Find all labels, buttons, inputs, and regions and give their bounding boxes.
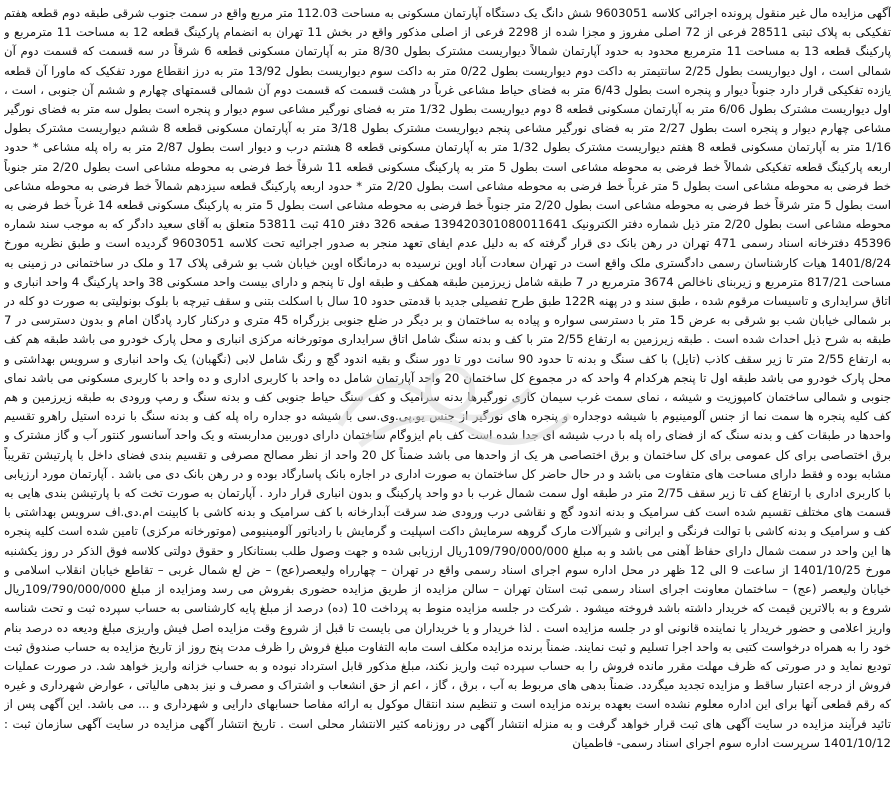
auction-notice-document — [4, 4, 891, 787]
auction-notice-text: آگهی مزایده مال غیر منقول پرونده اجرائی کلاسه 9603051 شش دانگ یک دستگاه آپارتمان مسکونی به مساحت 112.03 متر مربع واقع در سمت جنوب شرقی طبقه دوم قطعه هفتم تفکیکی به پلاک ثبتی 28511 فرعی از 72 اصلی مفروز و مجزا شده از 2298 فرعی از اصلی مذکور واقع در بخش 11 تهران به انضمام پارکینگ قطعه 12 به مساحت 11 مترمربع و پارکینگ قطعه 13 به مساحت 11 مترمربع محدود به حدود آپارتمان شمالاً دیواریست مشترک بطول 8/30 متر به آپارتمان مسکونی قطعه 6 شرقاً در سه قسمت که قسمت دوم آن شمالی است ، اول دیواریست بطول 2/25 سانتیمتر به داکت دوم دیواریست بطول 0/22 متر به داکت سوم دیواریست بطول 13/92 متر به درز انقطاع مورد تفکیک که ماورا آن قطعه یازده تفکیکی قرار دارد جنوباً دیوار و پنجره است بطول 6/43 متر به فضای حیاط مشاعی غرباً در هشت قسمت که قسمت دوم آن شمالی قسمتهای چهارم و ششم آن جنوبی ، است ، اول دیواریست مشترک بطول 6/06 متر به آپارتمان مسکونی قطعه 8 دوم دیواریست بطول 1/32 متر به فضای نورگیر مشاعی سوم دیوار و پنجره است بطول سه متر به فضای نورگیر مشاعی چهارم دیوار و پنجره است بطول 2/27 متر به فضای نورگیر مشاعی پنجم دیواریست مشترک بطول 3/18 متر به آپارتمان مسکونی قطعه 8 ششم دیواریست مشترک بطول 1/16 متر به آپارتمان مسکونی قطعه 8 هفتم دیواریست مشترک بطول 1/32 متر به آپارتمان مسکونی قطعه 8 هشتم درب و دیوار است بطول 2/87 متر به راه پله مشاعی * حدود اربعه پارکینگ قطعه تفکیکی شمالاً خط فرضی به محوطه مشاعی است بطول 5 متر به پارکینگ مسکونی قطعه 11 شرقاً خط فرضی به محوطه مشاعی است بطول 2/20 متر جنوباً خط فرضی به محوطه مشاعی است بطول 5 متر غرباً خط فرضی به محوطه مشاعی است بطول 2/20 متر * حدود اربعه پارکینگ قطعه سیزدهم شمالاً خط فرضی به محوطه مشاعی است بطول 5 متر شرقاً خط فرضی به محوطه مشاعی است بطول 2/20 متر جنوباً خط فرضی به محوطه مشاعی است بطول 5 متر به پارکینگ مسکونی قطعه 14 غرباً خط فرضی به محوطه مشاعی است بطول 2/20 متر ذیل شماره دفتر الکترونیک 139420301080011641 صفحه 326 دفتر 410 ثبت 53811 متعلق به آقای سعید دادگر که به موجب سند شماره 45396 دفترخانه اسناد رسمی 471 تهران در رهن بانک دی قرار گرفته که به دلیل عدم ایفای تعهد منجر به صدور اجرائیه تحت کلاسه 9603051 گردیده است و طبق نظریه مورخ 1401/8/24 هیات کارشناسان رسمی دادگستری ملک واقع است در تهران سعادت آباد اوین نرسیده به درمانگاه اوین خیابان شب بو شرقی پلاک 17 و ملک در ساختمانی در زمینی به مساحت 817/21 مترمربع و زیربنای ناخالص 3674 مترمربع در 7 طبقه شامل زیرزمین طبقه همکف و طبقه اول تا پنجم و دارای بیست واحد مسکونی 38 واحد پارکینگ 4 واحد انباری و اتاق سرایداری و تاسیسات مرقوم شده ، طبق سند و در پهنه 122R طبق طرح تفصیلی جدید با قدمتی حدود 10 سال با اسکلت بتنی و سقف تیرچه با بلوک بونولیتی به صورت دو کله در بر شمالی خیابان شب بو شرقی به عرض 15 متر با دسترسی سواره و پیاده به ساختمان و بر دیگر در ضلع جنوبی بزرگراه 45 متری و درکنار کارد پادگان امام و بدون دسترسی در 7 طبقه به شرح ذیل احداث شده است . طبقه زیرزمین به ارتفاع 2/55 متر با کف و بدنه سنگ شامل اتاق سرایداری موتورخانه مرکزی انباری و محل پارک خودرو می باشد طبقه هم کف به ارتفاع 2/55 متر تا زیر سقف کاذب (تایل) با کف سنگ و بدنه تا حدود 90 سانت دور تا دور سنگ و بقیه اندود گچ و رنگ شامل لابی (نگهبان) یک واحد انباری و سرویس بهداشتی و محل پارک خودرو می باشد طبقه اول تا پنجم هرکدام 4 واحد که در مجموع کل ساختمان 20 واحد آپارتمان شامل ده واحد با کاربری اداری و ده واحد با کاربری مسکونی می باشد نمای جنوبی و شمالی ساختمان کامپوزیت و شیشه ، نمای سمت غرب سیمان کاری نورگیرها بدنه سرامیک و کف سنگ حیاط جنوبی کف و بدنه سنگ و رمپ ورودی به طبقه زیرزمین و هم کف کلیه پنجره ها سمت نما از جنس آلومینیوم با شیشه دوجداره و پنجره های نورگیر از جنس یو.پی.وی.سی با شیشه دو جداره راه پله کف و بدنه سنگ با نرده استیل راهرو تقسیم واحدها در طبقات کف و بدنه سنگ که از فضای راه پله با درب شیشه ای جدا شده است کف بام ایزوگام ساختمان دارای دوربین مداربسته و یک واحد آسانسور کنتور آب و گاز مشترک و برق اختصاصی برای کل عمومی برای کل ساختمان و برق اختصاصی هر یک از واحدها می باشد ضمناً کل 20 واحد از نظر مصالح مصرفی و تقسیم بندی فضای داخل با پارتیشن تقریباً مشابه بوده و فقط دارای مساحت های متفاوت می باشد و در حال حاضر کل ساختمان به صورت اداری در اجاره بانک پاسارگاد بوده و در رهن بانک دی می باشد . آپارتمان مورد ارزیابی با کاربری اداری با ارتفاع کف تا زیر سقف 2/75 متر در طبقه اول سمت شمال غرب با دو واحد پارکینگ و بدون انباری قرار دارد . آپارتمان به صورت تخت که با پارتیشن بندی هایی به قسمت های مختلف تقسیم شده است کف سرامیک و بدنه اندود گچ و نقاشی درب ورودی ضد سرقت آبدارخانه با کف سرامیک و بدنه کاشی با کابینت ام.دی.اف سرویس بهداشتی با کف و سرامیک و بدنه کاشی با توالت فرنگی و ایرانی و شیرآلات مارک گروهه سرمایش داکت اسپلیت و گرمایش با رادیاتور آلومینیومی (موتورخانه مرکزی) تامین شده است کلیه پنجره ها این واحد در سمت شمال دارای حفاظ آهنی می باشد و به مبلغ 109/790/000/000ریال ارزیابی شده و جهت وصول طلب بستانکار و حقوق دولتی کلاسه فوق الذکر در روز یکشنبه مورخ 1401/10/25 از ساعت 9 الی 12 ظهر در محل اداره سوم اجرای اسناد رسمی واقع در تهران – چهارراه ولیعصر(عج) – ض لع شمال غربی – تقاطع خیابان انقلاب اسلامی و خیابان ولیعصر (عج) – ساختمان معاونت اجرای اسناد رسمی ثبت استان تهران – سالن مزایده از طریق مزایده حضوری بفروش می رسد ومزایده از مبلغ 109/790/000/000ریال شروع و به بالاترین قیمت که خریدار داشته باشد فروخته میشود . شرکت در جلسه مزایده منوط به پرداخت 10 (ده) درصد از مبلغ پایه کارشناسی به حساب سپرده ثبت و تحت شناسه واریز اعلامی و حضور خریدار یا نماینده قانونی او در جلسه مزایده است . لذا خریدار و یا خریداران می بایست تا قبل از شروع وقت مزایده اصل فیش واریزی مبلغ ودیعه ده درصد بنام خود را به همراه درخواست کتبی به واحد اجرا تسلیم و ثبت نمایند. ضمناً برنده مزایده مکلف است مابه التفاوت مبلغ فروش را ظرف مدت پنج روز از تاریخ مزایده به حساب صندوق ثبت تودیع نماید و در صورتی که ظرف مهلت مقرر مانده فروش را به حساب سپرده ثبت واریز نکند، مبلغ مذکور قابل استرداد نبوده و به حساب خزانه واریز خواهد شد. در صورت عملیات فروش از درجه اعتبار ساقط و مزایده تجدید میگردد. ضمناً بدهی های مربوط به آب ، برق ، گاز ، اعم از حق انشعاب و اشتراک و مصرف و نیز بدهی مالیاتی ، عوارض شهرداری و غیره که رقم قطعی آنها برای این اداره معلوم نشده است بعهده برنده مزایده است و تنظیم سند انتقال موکول به ارائه مفاصا حسابهای دارایی و شهرداری و ... می باشد. این آگهی پس از تائید فرآیند مزایده در سایت آگهی های ثبت قرار خواهد گرفت و به منزله انتشار آگهی در روزنامه کثیر الانتشار محلی است . تاریخ انتشار آگهی مزایده در سایت آگهی سازمان ثبت : 1401/10/12 سرپرست اداره سوم اجرای اسناد رسمی- فاطمیان — [4, 6, 891, 750]
